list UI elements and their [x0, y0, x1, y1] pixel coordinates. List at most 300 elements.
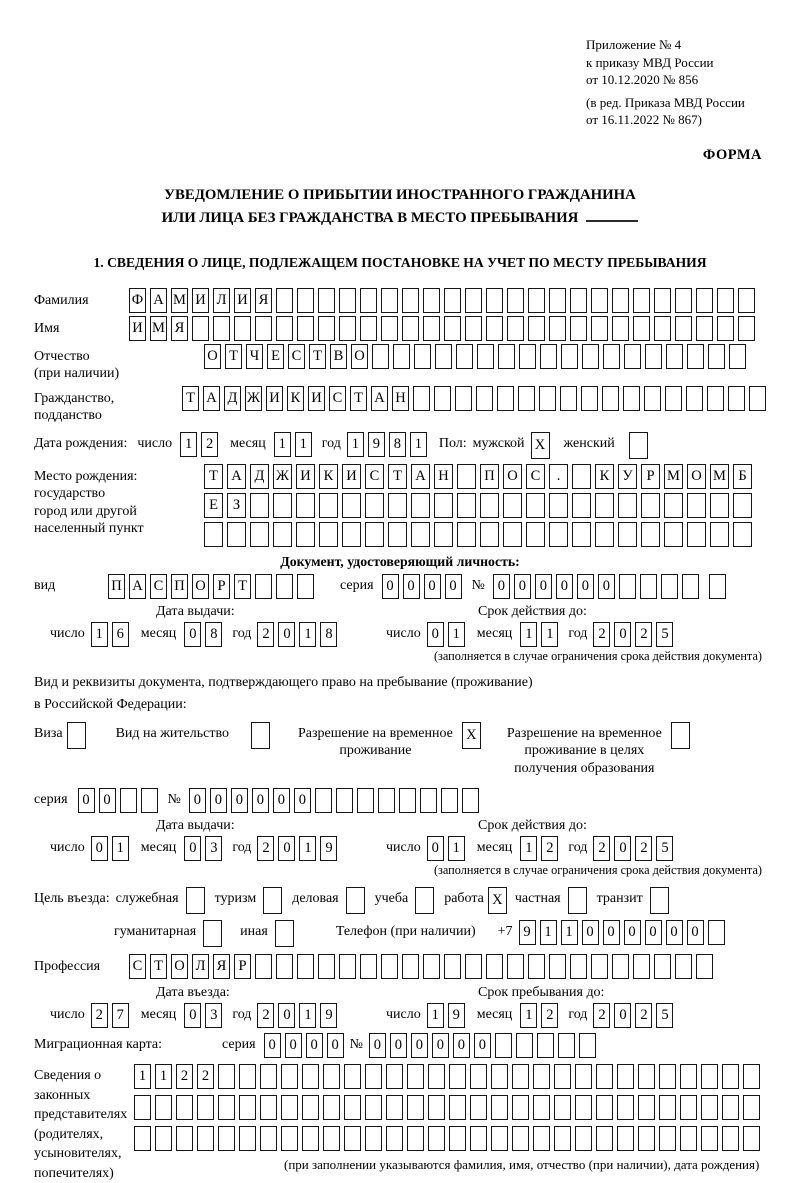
- form-cell[interactable]: 0: [556, 574, 573, 599]
- form-cell[interactable]: [281, 1095, 298, 1120]
- form-cell[interactable]: [192, 316, 209, 341]
- form-cell[interactable]: [462, 788, 479, 813]
- form-cell[interactable]: Р: [234, 954, 251, 979]
- form-cell[interactable]: [581, 386, 598, 411]
- form-cell[interactable]: А: [150, 288, 167, 313]
- form-cell[interactable]: [717, 316, 734, 341]
- form-cell[interactable]: 0: [327, 1033, 344, 1058]
- form-cell[interactable]: [413, 386, 430, 411]
- form-cell[interactable]: 0: [184, 1003, 201, 1028]
- form-cell[interactable]: 2: [635, 622, 652, 647]
- form-cell[interactable]: 0: [184, 836, 201, 861]
- form-cell[interactable]: И: [308, 386, 325, 411]
- form-cell[interactable]: [664, 493, 683, 518]
- form-cell[interactable]: 0: [78, 788, 95, 813]
- form-cell[interactable]: [675, 288, 692, 313]
- form-cell[interactable]: [428, 1095, 445, 1120]
- form-cell[interactable]: 2: [635, 836, 652, 861]
- form-cell[interactable]: [203, 920, 222, 947]
- form-cell[interactable]: 0: [432, 1033, 449, 1058]
- form-cell[interactable]: [526, 522, 545, 547]
- form-cell[interactable]: С: [365, 464, 384, 489]
- form-cell[interactable]: 0: [614, 622, 631, 647]
- form-cell[interactable]: [357, 788, 374, 813]
- form-cell[interactable]: 2: [257, 1003, 274, 1028]
- form-cell[interactable]: Т: [309, 344, 326, 369]
- form-cell[interactable]: 0: [390, 1033, 407, 1058]
- form-cell[interactable]: [558, 1033, 575, 1058]
- form-cell[interactable]: 0: [582, 920, 599, 945]
- form-cell[interactable]: X: [531, 432, 550, 459]
- form-cell[interactable]: [554, 1064, 571, 1089]
- form-cell[interactable]: [701, 1064, 718, 1089]
- form-cell[interactable]: 0: [210, 788, 227, 813]
- form-cell[interactable]: [455, 386, 472, 411]
- form-cell[interactable]: [378, 788, 395, 813]
- form-cell[interactable]: [486, 954, 503, 979]
- form-cell[interactable]: [434, 386, 451, 411]
- form-cell[interactable]: [342, 522, 361, 547]
- form-cell[interactable]: [560, 386, 577, 411]
- form-cell[interactable]: 0: [453, 1033, 470, 1058]
- form-cell[interactable]: [539, 386, 556, 411]
- form-cell[interactable]: [134, 1095, 151, 1120]
- form-cell[interactable]: [680, 1064, 697, 1089]
- form-cell[interactable]: [323, 1126, 340, 1151]
- form-cell[interactable]: [722, 1095, 739, 1120]
- form-cell[interactable]: [675, 954, 692, 979]
- form-cell[interactable]: В: [330, 344, 347, 369]
- form-cell[interactable]: [239, 1095, 256, 1120]
- form-cell[interactable]: [572, 464, 591, 489]
- form-cell[interactable]: [372, 344, 389, 369]
- form-cell[interactable]: 1: [561, 920, 578, 945]
- form-cell[interactable]: [595, 522, 614, 547]
- form-cell[interactable]: М: [171, 288, 188, 313]
- form-cell[interactable]: [365, 522, 384, 547]
- form-cell[interactable]: [273, 493, 292, 518]
- form-cell[interactable]: [281, 1064, 298, 1089]
- form-cell[interactable]: 0: [382, 574, 399, 599]
- form-cell[interactable]: [641, 522, 660, 547]
- form-cell[interactable]: Т: [182, 386, 199, 411]
- form-cell[interactable]: 0: [614, 836, 631, 861]
- form-cell[interactable]: [624, 344, 641, 369]
- form-cell[interactable]: [664, 522, 683, 547]
- form-cell[interactable]: 8: [389, 432, 406, 457]
- form-cell[interactable]: [465, 954, 482, 979]
- form-cell[interactable]: [318, 316, 335, 341]
- form-cell[interactable]: [381, 316, 398, 341]
- form-cell[interactable]: [659, 1126, 676, 1151]
- form-cell[interactable]: [297, 316, 314, 341]
- form-cell[interactable]: [444, 954, 461, 979]
- form-cell[interactable]: [738, 316, 755, 341]
- form-cell[interactable]: [596, 1064, 613, 1089]
- form-cell[interactable]: [680, 1095, 697, 1120]
- form-cell[interactable]: [570, 316, 587, 341]
- form-cell[interactable]: Д: [250, 464, 269, 489]
- form-cell[interactable]: [537, 1033, 554, 1058]
- form-cell[interactable]: [743, 1126, 760, 1151]
- form-cell[interactable]: [365, 1064, 382, 1089]
- form-cell[interactable]: 0: [273, 788, 290, 813]
- form-cell[interactable]: [239, 1064, 256, 1089]
- form-cell[interactable]: 2: [197, 1064, 214, 1089]
- form-cell[interactable]: [344, 1126, 361, 1151]
- form-cell[interactable]: Е: [204, 493, 223, 518]
- form-cell[interactable]: [276, 574, 293, 599]
- form-cell[interactable]: [449, 1095, 466, 1120]
- form-cell[interactable]: 1: [427, 1003, 444, 1028]
- form-cell[interactable]: 0: [264, 1033, 281, 1058]
- form-cell[interactable]: [411, 493, 430, 518]
- form-cell[interactable]: 0: [687, 920, 704, 945]
- form-cell[interactable]: 1: [520, 622, 537, 647]
- form-cell[interactable]: [618, 522, 637, 547]
- form-cell[interactable]: И: [192, 288, 209, 313]
- form-cell[interactable]: [733, 522, 752, 547]
- form-cell[interactable]: [428, 1126, 445, 1151]
- form-cell[interactable]: [281, 1126, 298, 1151]
- form-cell[interactable]: [638, 1095, 655, 1120]
- form-cell[interactable]: 2: [257, 622, 274, 647]
- form-cell[interactable]: [297, 954, 314, 979]
- form-cell[interactable]: 0: [403, 574, 420, 599]
- form-cell[interactable]: 2: [593, 622, 610, 647]
- form-cell[interactable]: 7: [112, 1003, 129, 1028]
- form-cell[interactable]: 2: [257, 836, 274, 861]
- form-cell[interactable]: [533, 1095, 550, 1120]
- form-cell[interactable]: 0: [91, 836, 108, 861]
- form-cell[interactable]: 0: [514, 574, 531, 599]
- form-cell[interactable]: [176, 1126, 193, 1151]
- form-cell[interactable]: [457, 493, 476, 518]
- form-cell[interactable]: [549, 316, 566, 341]
- form-cell[interactable]: 5: [656, 1003, 673, 1028]
- form-cell[interactable]: [617, 1064, 634, 1089]
- form-cell[interactable]: [633, 288, 650, 313]
- form-cell[interactable]: Ж: [245, 386, 262, 411]
- form-cell[interactable]: Т: [225, 344, 242, 369]
- form-cell[interactable]: [729, 344, 746, 369]
- form-cell[interactable]: Т: [204, 464, 223, 489]
- form-cell[interactable]: П: [480, 464, 499, 489]
- form-cell[interactable]: [640, 574, 657, 599]
- form-cell[interactable]: [638, 1126, 655, 1151]
- form-cell[interactable]: [423, 288, 440, 313]
- form-cell[interactable]: 1: [180, 432, 197, 457]
- form-cell[interactable]: [346, 887, 365, 914]
- form-cell[interactable]: [708, 344, 725, 369]
- form-cell[interactable]: А: [227, 464, 246, 489]
- form-cell[interactable]: 0: [99, 788, 116, 813]
- form-cell[interactable]: 0: [306, 1033, 323, 1058]
- form-cell[interactable]: 0: [278, 622, 295, 647]
- form-cell[interactable]: [251, 722, 270, 749]
- form-cell[interactable]: 0: [411, 1033, 428, 1058]
- form-cell[interactable]: [186, 887, 205, 914]
- form-cell[interactable]: [255, 954, 272, 979]
- form-cell[interactable]: [393, 344, 410, 369]
- form-cell[interactable]: 6: [112, 622, 129, 647]
- form-cell[interactable]: 0: [666, 920, 683, 945]
- form-cell[interactable]: [582, 344, 599, 369]
- form-cell[interactable]: [141, 788, 158, 813]
- form-cell[interactable]: А: [203, 386, 220, 411]
- form-cell[interactable]: 0: [231, 788, 248, 813]
- form-cell[interactable]: [402, 954, 419, 979]
- form-cell[interactable]: [276, 288, 293, 313]
- form-cell[interactable]: [579, 1033, 596, 1058]
- form-cell[interactable]: [554, 1126, 571, 1151]
- form-cell[interactable]: [457, 464, 476, 489]
- form-cell[interactable]: И: [129, 316, 146, 341]
- form-cell[interactable]: [507, 954, 524, 979]
- form-cell[interactable]: [402, 316, 419, 341]
- form-cell[interactable]: 3: [205, 1003, 222, 1028]
- form-cell[interactable]: 1: [448, 622, 465, 647]
- form-cell[interactable]: [722, 1064, 739, 1089]
- form-cell[interactable]: [449, 1126, 466, 1151]
- form-cell[interactable]: [572, 522, 591, 547]
- form-cell[interactable]: [687, 522, 706, 547]
- form-cell[interactable]: [339, 288, 356, 313]
- form-cell[interactable]: [477, 344, 494, 369]
- form-cell[interactable]: [507, 316, 524, 341]
- form-cell[interactable]: [386, 1095, 403, 1120]
- form-cell[interactable]: [456, 344, 473, 369]
- form-cell[interactable]: [591, 316, 608, 341]
- form-cell[interactable]: [618, 493, 637, 518]
- form-cell[interactable]: Н: [434, 464, 453, 489]
- form-cell[interactable]: М: [710, 464, 729, 489]
- form-cell[interactable]: 0: [603, 920, 620, 945]
- form-cell[interactable]: [568, 887, 587, 914]
- form-cell[interactable]: [480, 522, 499, 547]
- form-cell[interactable]: 0: [474, 1033, 491, 1058]
- form-cell[interactable]: [428, 1064, 445, 1089]
- form-cell[interactable]: 0: [445, 574, 462, 599]
- form-cell[interactable]: [595, 493, 614, 518]
- form-cell[interactable]: [344, 1095, 361, 1120]
- form-cell[interactable]: [633, 316, 650, 341]
- form-cell[interactable]: [407, 1126, 424, 1151]
- form-cell[interactable]: 2: [635, 1003, 652, 1028]
- form-cell[interactable]: Ж: [273, 464, 292, 489]
- form-cell[interactable]: 9: [320, 836, 337, 861]
- form-cell[interactable]: [641, 493, 660, 518]
- form-cell[interactable]: 1: [299, 836, 316, 861]
- form-cell[interactable]: Я: [213, 954, 230, 979]
- form-cell[interactable]: [480, 493, 499, 518]
- form-cell[interactable]: [498, 344, 515, 369]
- form-cell[interactable]: Т: [234, 574, 251, 599]
- form-cell[interactable]: 0: [535, 574, 552, 599]
- form-cell[interactable]: [554, 1095, 571, 1120]
- form-cell[interactable]: И: [234, 288, 251, 313]
- form-cell[interactable]: [638, 1064, 655, 1089]
- form-cell[interactable]: О: [351, 344, 368, 369]
- form-cell[interactable]: М: [150, 316, 167, 341]
- form-cell[interactable]: 9: [320, 1003, 337, 1028]
- form-cell[interactable]: 0: [493, 574, 510, 599]
- form-cell[interactable]: О: [192, 574, 209, 599]
- form-cell[interactable]: А: [371, 386, 388, 411]
- form-cell[interactable]: [612, 954, 629, 979]
- form-cell[interactable]: [650, 887, 669, 914]
- form-cell[interactable]: [218, 1126, 235, 1151]
- form-cell[interactable]: [701, 1095, 718, 1120]
- form-cell[interactable]: [575, 1095, 592, 1120]
- form-cell[interactable]: 1: [155, 1064, 172, 1089]
- form-cell[interactable]: Л: [192, 954, 209, 979]
- form-cell[interactable]: [596, 1126, 613, 1151]
- form-cell[interactable]: [491, 1126, 508, 1151]
- form-cell[interactable]: Я: [255, 288, 272, 313]
- form-cell[interactable]: [486, 316, 503, 341]
- form-cell[interactable]: [365, 1095, 382, 1120]
- form-cell[interactable]: [420, 788, 437, 813]
- form-cell[interactable]: [260, 1064, 277, 1089]
- form-cell[interactable]: X: [488, 887, 507, 914]
- form-cell[interactable]: [470, 1126, 487, 1151]
- form-cell[interactable]: П: [108, 574, 125, 599]
- form-cell[interactable]: 0: [624, 920, 641, 945]
- form-cell[interactable]: [503, 493, 522, 518]
- form-cell[interactable]: 9: [448, 1003, 465, 1028]
- form-cell[interactable]: [659, 1064, 676, 1089]
- form-cell[interactable]: [518, 386, 535, 411]
- form-cell[interactable]: [591, 954, 608, 979]
- form-cell[interactable]: [315, 788, 332, 813]
- form-cell[interactable]: [596, 1095, 613, 1120]
- form-cell[interactable]: [260, 1095, 277, 1120]
- form-cell[interactable]: О: [503, 464, 522, 489]
- form-cell[interactable]: [710, 493, 729, 518]
- form-cell[interactable]: [302, 1095, 319, 1120]
- form-cell[interactable]: О: [687, 464, 706, 489]
- form-cell[interactable]: Т: [388, 464, 407, 489]
- form-cell[interactable]: [197, 1095, 214, 1120]
- form-cell[interactable]: [336, 788, 353, 813]
- form-cell[interactable]: [407, 1095, 424, 1120]
- form-cell[interactable]: [666, 344, 683, 369]
- form-cell[interactable]: 0: [294, 788, 311, 813]
- form-cell[interactable]: [696, 954, 713, 979]
- form-cell[interactable]: [365, 1126, 382, 1151]
- form-cell[interactable]: [434, 522, 453, 547]
- form-cell[interactable]: [680, 1126, 697, 1151]
- form-cell[interactable]: [575, 1064, 592, 1089]
- form-cell[interactable]: 8: [205, 622, 222, 647]
- form-cell[interactable]: [197, 1126, 214, 1151]
- form-cell[interactable]: 0: [645, 920, 662, 945]
- form-cell[interactable]: [275, 920, 294, 947]
- form-cell[interactable]: Р: [213, 574, 230, 599]
- form-cell[interactable]: [645, 344, 662, 369]
- form-cell[interactable]: [250, 522, 269, 547]
- form-cell[interactable]: [675, 316, 692, 341]
- form-cell[interactable]: [434, 493, 453, 518]
- form-cell[interactable]: 1: [448, 836, 465, 861]
- form-cell[interactable]: [302, 1064, 319, 1089]
- form-cell[interactable]: [549, 522, 568, 547]
- form-cell[interactable]: 1: [134, 1064, 151, 1089]
- form-cell[interactable]: [411, 522, 430, 547]
- form-cell[interactable]: 1: [274, 432, 291, 457]
- form-cell[interactable]: [617, 1095, 634, 1120]
- form-cell[interactable]: [399, 788, 416, 813]
- form-cell[interactable]: [696, 288, 713, 313]
- form-cell[interactable]: [709, 574, 726, 599]
- form-cell[interactable]: П: [171, 574, 188, 599]
- form-cell[interactable]: [402, 288, 419, 313]
- form-cell[interactable]: [342, 493, 361, 518]
- form-cell[interactable]: 0: [189, 788, 206, 813]
- form-cell[interactable]: А: [411, 464, 430, 489]
- form-cell[interactable]: [612, 316, 629, 341]
- form-cell[interactable]: 1: [299, 1003, 316, 1028]
- form-cell[interactable]: Е: [267, 344, 284, 369]
- form-cell[interactable]: [155, 1095, 172, 1120]
- form-cell[interactable]: [414, 344, 431, 369]
- form-cell[interactable]: Я: [171, 316, 188, 341]
- form-cell[interactable]: [344, 1064, 361, 1089]
- form-cell[interactable]: [717, 288, 734, 313]
- form-cell[interactable]: С: [150, 574, 167, 599]
- form-cell[interactable]: [507, 288, 524, 313]
- form-cell[interactable]: 0: [285, 1033, 302, 1058]
- form-cell[interactable]: [654, 316, 671, 341]
- form-cell[interactable]: [276, 316, 293, 341]
- form-cell[interactable]: [365, 493, 384, 518]
- form-cell[interactable]: [319, 522, 338, 547]
- form-cell[interactable]: [549, 954, 566, 979]
- form-cell[interactable]: [722, 1126, 739, 1151]
- form-cell[interactable]: [654, 954, 671, 979]
- form-cell[interactable]: [503, 522, 522, 547]
- form-cell[interactable]: [591, 288, 608, 313]
- form-cell[interactable]: 0: [614, 1003, 631, 1028]
- form-cell[interactable]: [687, 493, 706, 518]
- form-cell[interactable]: 1: [295, 432, 312, 457]
- form-cell[interactable]: Т: [150, 954, 167, 979]
- form-cell[interactable]: [296, 522, 315, 547]
- form-cell[interactable]: [388, 522, 407, 547]
- form-cell[interactable]: [386, 1064, 403, 1089]
- form-cell[interactable]: 5: [656, 836, 673, 861]
- form-cell[interactable]: [381, 288, 398, 313]
- form-cell[interactable]: [486, 288, 503, 313]
- form-cell[interactable]: Н: [392, 386, 409, 411]
- form-cell[interactable]: [407, 1064, 424, 1089]
- form-cell[interactable]: 0: [598, 574, 615, 599]
- form-cell[interactable]: [603, 344, 620, 369]
- form-cell[interactable]: [465, 288, 482, 313]
- form-cell[interactable]: Б: [733, 464, 752, 489]
- form-cell[interactable]: [549, 493, 568, 518]
- form-cell[interactable]: С: [526, 464, 545, 489]
- form-cell[interactable]: [533, 1126, 550, 1151]
- form-cell[interactable]: [318, 954, 335, 979]
- form-cell[interactable]: [213, 316, 230, 341]
- form-cell[interactable]: 0: [252, 788, 269, 813]
- form-cell[interactable]: [612, 288, 629, 313]
- form-cell[interactable]: [516, 1033, 533, 1058]
- form-cell[interactable]: [67, 722, 86, 749]
- form-cell[interactable]: А: [129, 574, 146, 599]
